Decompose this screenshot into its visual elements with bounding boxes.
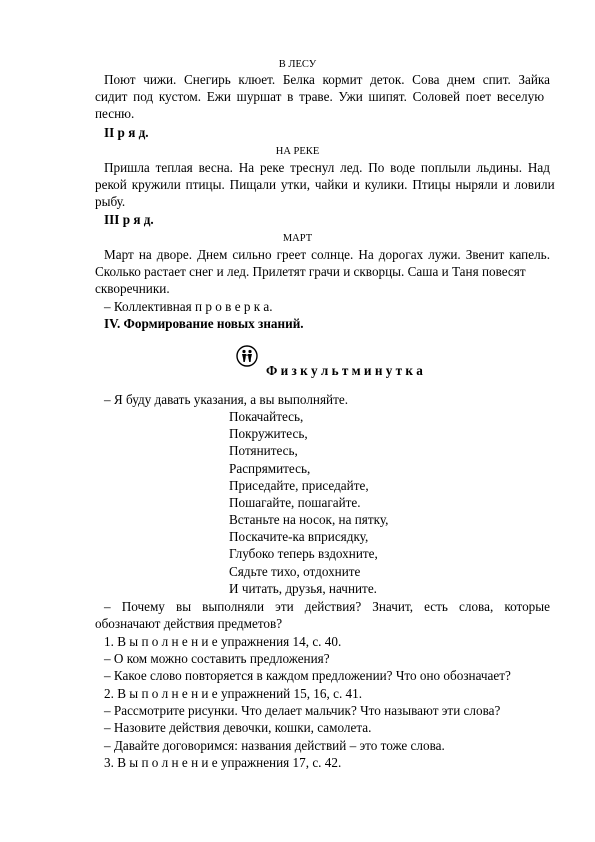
fizkult-title: Ф и з к у л ь т м и н у т к а bbox=[266, 363, 423, 378]
march-text-line-2: Сколько растает снег и лед. Прилетят грачи и скворцы. Саша и Таня повесят bbox=[95, 264, 526, 279]
poem-line-11: И читать, друзья, начните. bbox=[229, 581, 377, 596]
task-3 bbox=[104, 754, 341, 771]
question-line-2: обозначают действия предметов? bbox=[95, 616, 283, 631]
row-label-3: III р я д. bbox=[104, 212, 154, 227]
task-1-spaced: В ы п о л н е н и е bbox=[117, 634, 218, 649]
task-1-rest: упражнения 14, с. 40. bbox=[217, 634, 342, 649]
march-text-line-1: Март на дворе. Днем сильно греет солнце. На дорогах лужи. Звенит капель. bbox=[104, 247, 550, 262]
forest-text-line-1: Поют чижи. Снегирь клюет. Белка кормит деток. Сова днем спит. Зайка bbox=[104, 72, 550, 87]
poem-line-1: Покачайтесь, bbox=[229, 409, 304, 424]
poem-line-8: Поскачите-ка вприсядку, bbox=[229, 529, 369, 544]
task-2-num: 2. bbox=[104, 686, 118, 701]
check-prefix: – Коллективная bbox=[104, 299, 196, 314]
task-3-spaced: В ы п о л н е н и е bbox=[117, 755, 218, 770]
poem-line-9: Глубоко теперь вздохните, bbox=[229, 546, 378, 561]
task-2-rest: упражнений 15, 16, с. 41. bbox=[217, 686, 363, 701]
task-line-7: – Давайте договоримся: названия действий – это тоже слова. bbox=[104, 738, 445, 753]
task-line-6: – Назовите действия девочки, кошки, самолета. bbox=[104, 720, 372, 735]
section-title-march: МАРТ bbox=[282, 233, 313, 244]
forest-text-line-2: сидит под кустом. Ежи шуршат в траве. Ужи шипят. Соловей поет веселую bbox=[95, 89, 545, 104]
poem-line-6: Пошагайте, пошагайте. bbox=[229, 495, 361, 510]
task-line-5: – Рассмотрите рисунки. Что делает мальчик? Что называют эти слова? bbox=[104, 703, 501, 718]
poem-line-5: Приседайте, приседайте, bbox=[229, 478, 369, 493]
question-line-1: – Почему вы выполняли эти действия? Значит, есть слова, которые bbox=[104, 599, 550, 614]
march-text-line-3: скворечники. bbox=[95, 281, 170, 296]
river-text-line-1: Пришла теплая весна. На реке треснул лед. По воде поплыли льдины. Над bbox=[104, 160, 550, 175]
task-2-spaced: В ы п о л н е н и е bbox=[117, 686, 218, 701]
task-3-rest: упражнения 17, с. 42. bbox=[217, 755, 342, 770]
task-3-num: 3. bbox=[104, 755, 118, 770]
heading-iv: IV. Формирование новых знаний. bbox=[104, 316, 304, 331]
river-text-line-3: рыбу. bbox=[95, 194, 126, 209]
poem-line-10: Сядьте тихо, отдохните bbox=[229, 564, 361, 579]
section-title-river: НА РЕКЕ bbox=[275, 146, 320, 157]
poem-line-7: Встаньте на носок, на пятку, bbox=[229, 512, 389, 527]
task-line-2: – О ком можно составить предложения? bbox=[104, 651, 330, 666]
task-line-3: – Какое слово повторяется в каждом предложении? Что оно обозначает? bbox=[104, 668, 511, 683]
instruction-line: – Я буду давать указания, а вы выполняйте. bbox=[104, 392, 349, 407]
forest-text-line-3: песню. bbox=[95, 106, 135, 121]
children-pair-icon bbox=[236, 345, 258, 367]
row-label-2: II р я д. bbox=[104, 125, 149, 140]
river-text-line-2: рекой кружили птицы. Пищали утки, чайки и кулики. Птицы ныряли и ловили bbox=[95, 177, 555, 192]
poem-line-2: Покружитесь, bbox=[229, 426, 308, 441]
section-title-forest: В ЛЕСУ bbox=[278, 59, 317, 70]
task-1-num: 1. bbox=[104, 634, 118, 649]
poem-line-4: Распрямитесь, bbox=[229, 461, 311, 476]
check-suffix: . bbox=[269, 299, 273, 314]
collective-check-line bbox=[104, 298, 273, 315]
check-spaced-word: п р о в е р к а bbox=[195, 299, 270, 314]
task-1 bbox=[104, 633, 341, 650]
task-2 bbox=[104, 685, 362, 702]
poem-line-3: Потянитесь, bbox=[229, 443, 298, 458]
